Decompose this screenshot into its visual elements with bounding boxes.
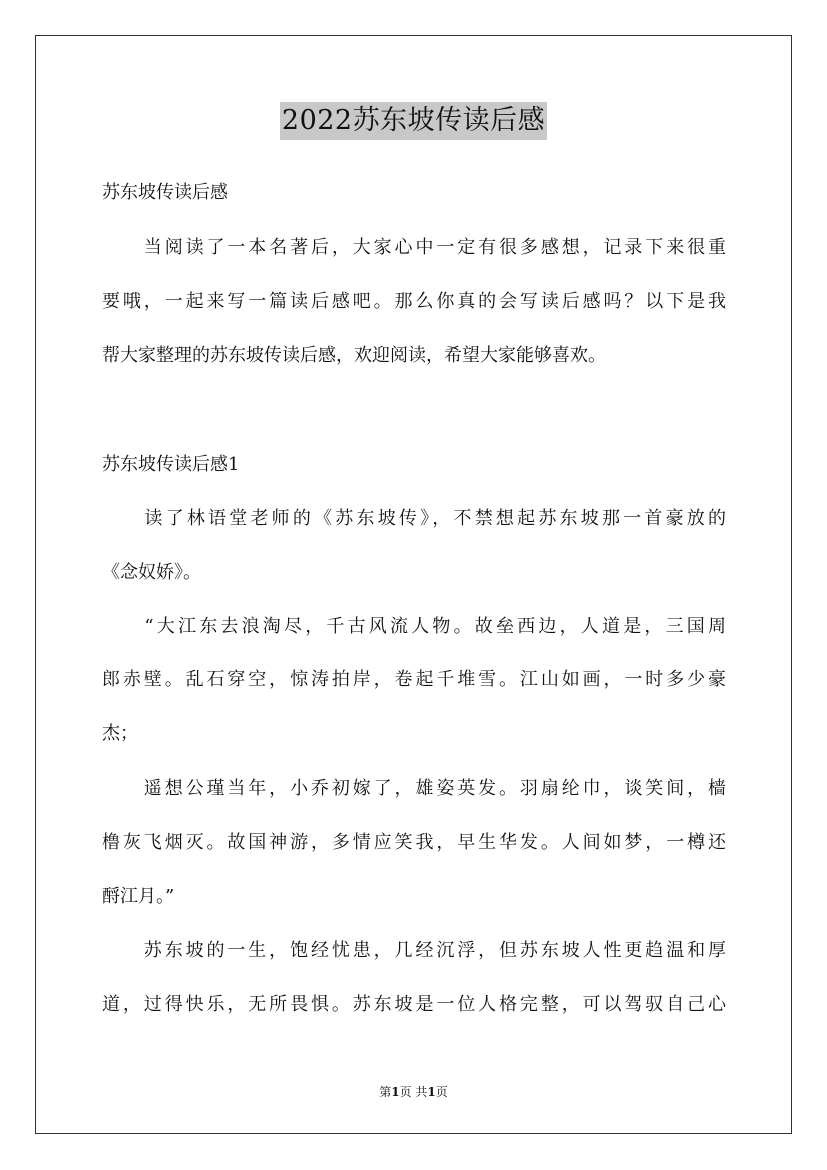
body-line-9: 苏东坡的一生，饱经忧患，几经沉浮，但苏东坡人性更趋温和厚 — [102, 940, 726, 961]
body-line-1: 读了林语堂老师的《苏东坡传》，不禁想起苏东坡那一首豪放的 — [102, 508, 726, 529]
footer-page-current: 1 — [391, 1085, 400, 1099]
footer-page-mid: 页 共 — [399, 1085, 428, 1099]
body-line-10: 道，过得快乐，无所畏惧。苏东坡是一位人格完整，可以驾驭自己心 — [102, 994, 726, 1015]
body-line-6: 遥想公瑾当年，小乔初嫁了，雄姿英发。羽扇纶巾，谈笑间，樯 — [102, 778, 726, 799]
body-line-5: 杰； — [102, 723, 138, 744]
intro-line-2: 要哦，一起来写一篇读后感吧。那么你真的会写读后感吗？以下是我 — [102, 291, 726, 312]
intro-line-1: 当阅读了一本名著后，大家心中一定有很多感想，记录下来很重 — [102, 237, 726, 258]
body-line-2: 《念奴娇》。 — [102, 562, 201, 583]
footer-page-prefix: 第 — [379, 1085, 392, 1099]
section-heading: 苏东坡传读后感1 — [102, 454, 240, 475]
page-footer — [0, 1083, 827, 1101]
body-line-8: 酹江月。” — [102, 886, 175, 907]
intro-line-3: 帮大家整理的苏东坡传读后感，欢迎阅读，希望大家能够喜欢。 — [102, 345, 606, 366]
title-container — [0, 102, 827, 140]
document-title: 2022苏东坡传读后感 — [280, 102, 547, 140]
subheading: 苏东坡传读后感 — [102, 182, 228, 203]
body-line-7: 橹灰飞烟灭。故国神游，多情应笑我，早生华发。人间如梦，一樽还 — [102, 832, 726, 853]
body-line-3: “大江东去浪淘尽，千古风流人物。故垒西边，人道是，三国周 — [102, 616, 726, 637]
footer-page-total: 1 — [427, 1085, 436, 1099]
footer-page-suffix: 页 — [435, 1085, 448, 1099]
body-line-4: 郎赤壁。乱石穿空，惊涛拍岸，卷起千堆雪。江山如画，一时多少豪 — [102, 669, 726, 690]
